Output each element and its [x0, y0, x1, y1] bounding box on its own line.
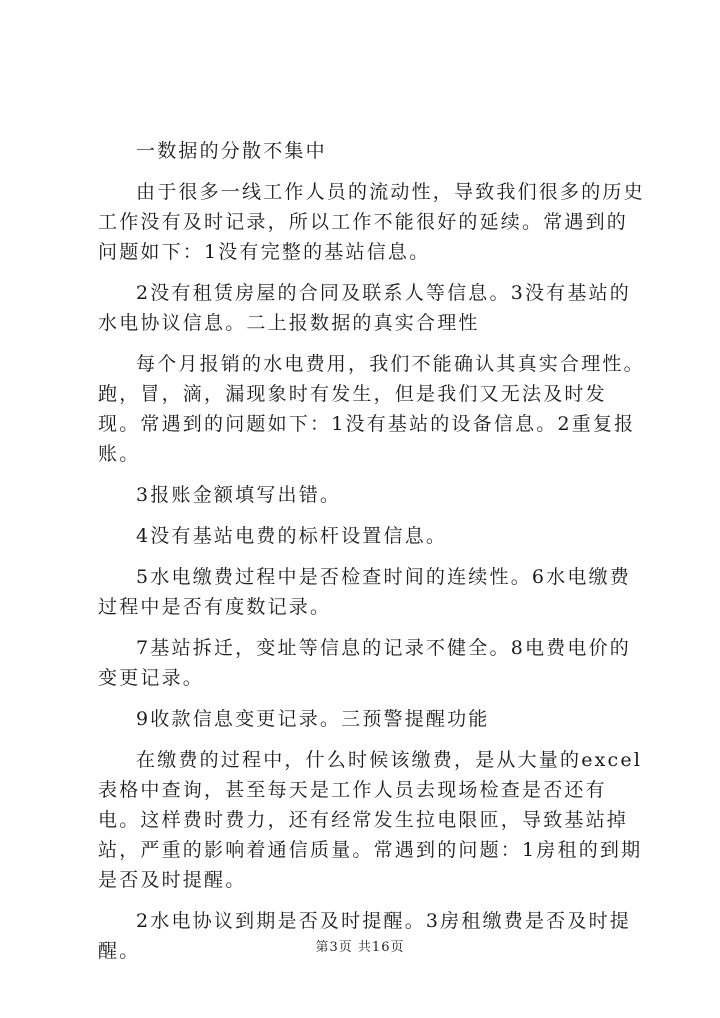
paragraph: 2水电协议到期是否及时提醒。3房租缴费是否及时提醒。	[98, 910, 631, 962]
paragraph: 7基站拆迁，变址等信息的记录不健全。8电费电价的变更记录。	[98, 637, 631, 689]
paragraph-section-1-heading: 一数据的分散不集中	[136, 140, 327, 162]
paragraph: 3报账金额填写出错。	[136, 484, 342, 506]
paragraph: 4没有基站电费的标杆设置信息。	[136, 525, 448, 547]
paragraph: 5水电缴费过程中是否检查时间的连续性。6水电缴费过程中是否有度数记录。	[98, 566, 631, 618]
page-number-footer: 第3页 共16页	[315, 940, 405, 955]
document-body	[98, 136, 646, 977]
paragraph: 在缴费的过程中，什么时候该缴费，是从大量的excel表格中查询，甚至每天是工作人员去现场检查是否还有电。这样费时费力，还有经常发生拉电限匝，导致基站掉站，严重的影响着通信质量。常遇到的问题：1房租的到期是否及时提醒。	[98, 749, 643, 891]
paragraph: 9收款信息变更记录。三预警提醒功能	[136, 708, 490, 730]
paragraph: 由于很多一线工作人员的流动性，导致我们很多的历史工作没有及时记录，所以工作不能很好的延续。常遇到的问题如下：1没有完整的基站信息。	[98, 181, 645, 263]
paragraph: 2没有租赁房屋的合同及联系人等信息。3没有基站的水电协议信息。二上报数据的真实合理性	[98, 282, 631, 334]
paragraph: 每个月报销的水电费用，我们不能确认其真实合理性。跑，冒，滴，漏现象时有发生，但是我们又无法及时发现。常遇到的问题如下：1没有基站的设备信息。2重复报账。	[98, 353, 645, 465]
